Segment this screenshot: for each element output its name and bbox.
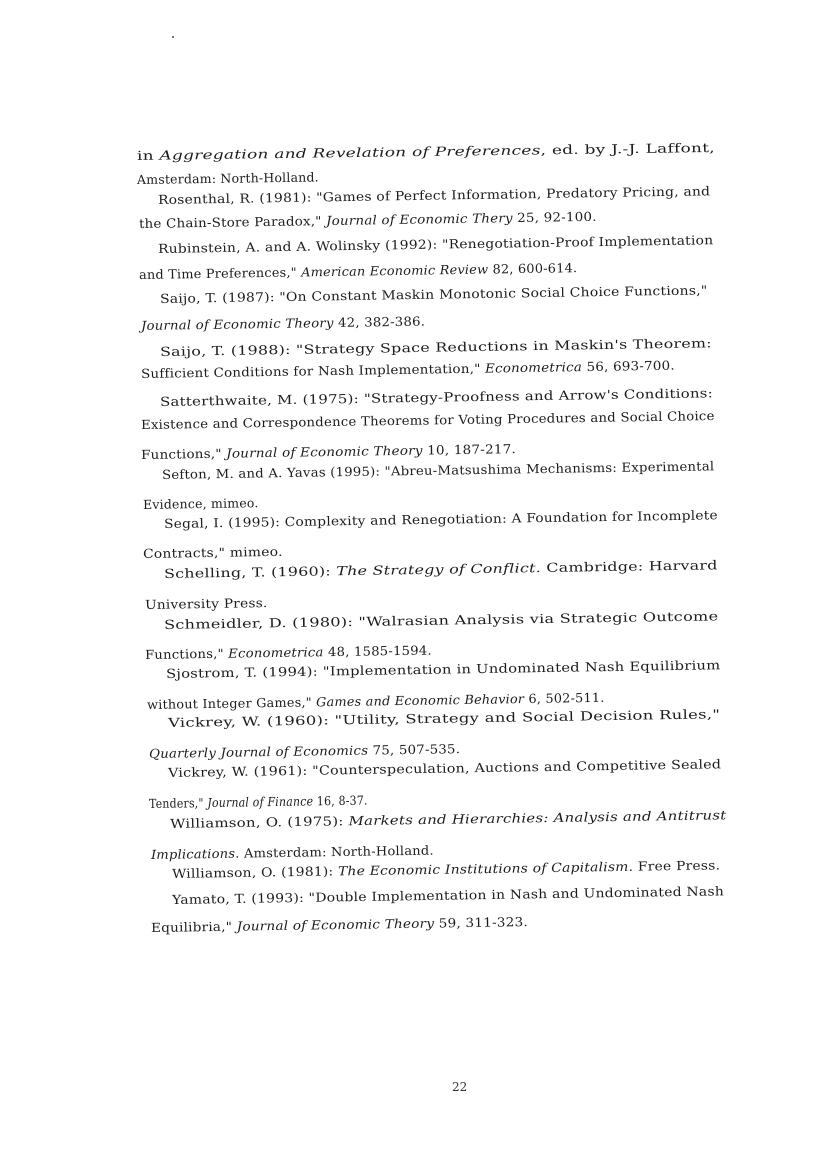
reference-line-satterthwaite-1975-3	[141, 441, 516, 463]
page-number: 22	[452, 1080, 468, 1094]
reference-line-schmeidler-1980-2	[145, 642, 432, 663]
reference-title: Markets and Hierarchies: Analysis and Antitrust	[348, 807, 727, 829]
reference-text: Satterthwaite, M. (1975): "Strategy-Proofness and Arrow's Conditions:	[159, 385, 714, 409]
reference-text: Tenders,"	[148, 795, 208, 811]
reference-line-vickrey-1960-2	[149, 741, 460, 762]
reference-title: Journal of Economic Theory	[226, 442, 423, 461]
reference-title: The Economic Institutions of Capitalism.	[337, 858, 634, 879]
reference-text: Schmeidler, D. (1980): "Walrasian Analysis via Strategic Outcome	[163, 608, 719, 632]
reference-line-yamato-1993-2	[151, 914, 528, 936]
reference-line-saijo-1988-2	[141, 358, 675, 382]
reference-line-rosenthal-1981-2	[139, 209, 597, 232]
reference-text: Williamson, O. (1975):	[169, 813, 349, 831]
reference-text: Rubinstein, A. and A. Wolinsky (1992): "Renegotiation-Proof Implementation	[157, 232, 714, 256]
reference-text: 75, 507-535.	[368, 741, 461, 758]
reference-text: Vickrey, W. (1960): "Utility, Strategy and Social Decision Rules,"	[167, 706, 721, 730]
reference-title: Games and Economic Behavior	[315, 691, 525, 710]
reference-text: Equilibria,"	[150, 918, 237, 935]
reference-text: 6, 502-511.	[524, 689, 605, 707]
reference-text: 59, 311-323.	[434, 914, 529, 931]
reference-line-rubinstein-1992-2	[139, 260, 577, 283]
reference-text: in	[136, 147, 160, 163]
reference-text: Segal, I. (1995): Complexity and Renegotiation: A Foundation for Incomplete	[163, 507, 718, 531]
reference-title: Journal of Economic Thery	[325, 210, 513, 229]
reference-text: 10, 187-217.	[422, 441, 517, 458]
reference-text: , ed. by J.-J. Laffont,	[540, 139, 715, 158]
reference-title: Quarterly Journal of Economics	[148, 742, 369, 761]
reference-text: Functions,"	[140, 445, 227, 462]
reference-line-rosenthal-1981	[158, 183, 710, 208]
reference-line-saijo-1987-2	[141, 314, 425, 334]
reference-line-schmeidler-1980	[164, 608, 719, 633]
reference-line-satterthwaite-1975-2	[141, 408, 715, 433]
reference-title: Journal of Economic Theory	[140, 314, 334, 333]
reference-title: American Economic Review	[301, 261, 489, 280]
reference-text: and Time Preferences,"	[138, 264, 302, 282]
reference-title: Aggregation and Revelation of Preferences	[159, 142, 541, 163]
reference-text: Evidence, mimeo.	[142, 495, 259, 512]
reference-text: without Integer Games,"	[146, 694, 317, 712]
reference-line-satterthwaite-1975	[160, 385, 713, 410]
reference-text: Contracts," mimeo.	[142, 543, 283, 561]
reference-line-rubinstein-1992	[158, 232, 714, 257]
reference-line-segal-1995-2	[143, 544, 283, 562]
reference-line-cont-aggregation	[137, 140, 715, 164]
reference-text: Saijo, T. (1987): "On Constant Maskin Monotonic Social Choice Functions,"	[159, 282, 708, 306]
reference-line-saijo-1988	[160, 335, 712, 360]
reference-text: Sefton, M. and A. Yavas (1995): "Abreu-Matsushima Mechanisms: Experimental	[161, 458, 715, 482]
reference-text: Rosenthal, R. (1981): "Games of Perfect Information, Predatory Pricing, and	[157, 183, 711, 207]
reference-line-saijo-1987	[160, 282, 708, 307]
reference-line-cont-aggregation-2	[137, 169, 319, 188]
reference-text: 82, 600-614.	[488, 260, 578, 277]
reference-text: Functions,"	[144, 645, 229, 662]
reference-text: 48, 1585-1594.	[323, 642, 432, 660]
reference-title: Econometrica	[484, 359, 583, 376]
reference-text: Existence and Correspondence Theorems for Voting Procedures and Social Choice	[140, 407, 715, 432]
reference-line-schelling-1960-2	[145, 595, 268, 613]
reference-text: 56, 693-700.	[581, 357, 675, 375]
reference-text: Schelling, T. (1960):	[163, 563, 337, 581]
reference-text: Saijo, T. (1988): "Strategy Space Reductions in Maskin's Theorem:	[159, 335, 712, 359]
reference-text: 42, 382-386.	[333, 313, 426, 330]
reference-text: Yamato, T. (1993): "Double Implementation in Nash and Undominated Nash	[171, 883, 725, 907]
reference-text: University Press.	[144, 595, 268, 612]
reference-line-schelling-1960	[164, 557, 718, 582]
reference-title: Implications	[150, 845, 236, 862]
reference-title: Journal of Economic Theory	[236, 915, 435, 934]
reference-text: Cambridge: Harvard	[540, 557, 718, 576]
reference-text: 16, 8-37.	[313, 792, 368, 809]
reference-line-williamson-1975-2	[151, 843, 434, 863]
reference-title: Econometrica	[228, 644, 324, 661]
reference-title: The Strategy of Conflict.	[336, 560, 542, 579]
reference-text: Sjostrom, T. (1994): "Implementation in Undominated Nash Equilibrium	[165, 657, 721, 681]
reference-text: Sufficient Conditions for Nash Implementation,"	[140, 360, 486, 381]
reference-text: 25, 92-100.	[512, 208, 597, 226]
reference-text: the Chain-Store Paradox,"	[138, 213, 327, 231]
reference-text: . Amsterdam: North-Holland.	[235, 842, 434, 861]
reference-line-sefton-1995-2	[143, 495, 259, 513]
reference-text: Williamson, O. (1981):	[171, 863, 339, 881]
reference-line-yamato-1993	[172, 883, 724, 908]
reference-line-vickrey-1961-2	[149, 793, 368, 812]
reference-title: Journal of Finance	[207, 793, 314, 811]
reference-text: Free Press.	[633, 857, 721, 874]
reference-text: Vickrey, W. (1961): "Counterspeculation, Auctions and Competitive Sealed	[167, 756, 722, 780]
reference-line-williamson-1975	[170, 807, 727, 832]
reference-text: Amsterdam: North-Holland.	[136, 169, 319, 187]
reference-line-sefton-1995	[162, 458, 715, 483]
